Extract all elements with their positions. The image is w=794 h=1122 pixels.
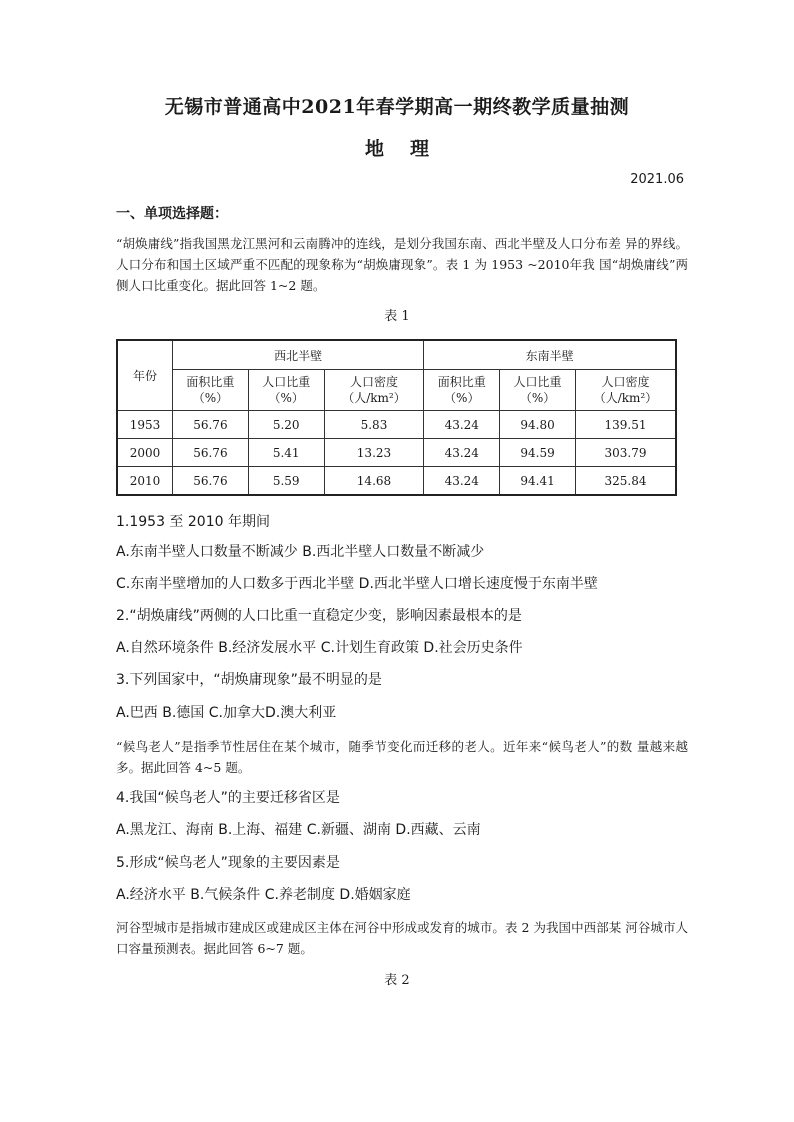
table-cell: 5.59: [248, 467, 324, 496]
table1-caption: 表 1: [384, 309, 410, 324]
table-cell: 303.79: [575, 439, 676, 467]
col-header: 人口比重 （%）: [500, 370, 576, 411]
table-cell: 2000: [117, 439, 173, 467]
table-cell: 2010: [117, 467, 173, 496]
question-1-options-cd: C.东南半壁增加的人口数多于西北半壁 D.西北半壁人口增长速度慢于东南半壁: [116, 576, 598, 592]
exam-title: 无锡市普通高中2021年春学期高一期终教学质量抽测: [164, 96, 630, 118]
table-cell: 56.76: [173, 411, 249, 439]
col-header: 面积比重 （%）: [173, 370, 249, 411]
question-5: 5.形成“候鸟老人”现象的主要因素是: [116, 855, 340, 871]
northwest-header: 西北半壁: [173, 340, 424, 370]
col-header: 人口密度 （人/km²）: [575, 370, 676, 411]
table-cell: 5.20: [248, 411, 324, 439]
table-cell: 5.83: [324, 411, 424, 439]
table-cell: 43.24: [424, 439, 500, 467]
question-1: 1.1953 至 2010 年期间: [116, 514, 270, 530]
passage-hu-line: “胡焕庸线”指我国黑龙江黑河和云南腾冲的连线，是划分我国东南、西北半壁及人口分布差 异的界线。人口分布和国土区域严重不匹配的现象称为“胡焕庸现象”。表 1 为 1953 ~2010年我 国“胡焕庸线”两侧人口比重变化。据此回答 1~2 题。: [116, 236, 688, 293]
table-cell: 94.59: [500, 439, 576, 467]
table-cell: 139.51: [575, 411, 676, 439]
col-header: 人口比重 （%）: [248, 370, 324, 411]
table2-caption: 表 2: [384, 973, 410, 988]
question-5-options: A.经济水平 B.气候条件 C.养老制度 D.婚姻家庭: [116, 887, 411, 903]
col-header: 人口密度 （人/km²）: [324, 370, 424, 411]
table-cell: 56.76: [173, 439, 249, 467]
year-header: 年份: [117, 340, 173, 411]
table-row: [117, 439, 676, 467]
population-table: [116, 339, 677, 496]
passage-migratory-elderly: “候鸟老人”是指季节性居住在某个城市，随季节变化而迁移的老人。近年来“候鸟老人”的数 量越来越多。据此回答 4~5 题。: [116, 739, 688, 775]
question-2-options: A.自然环境条件 B.经济发展水平 C.计划生育政策 D.社会历史条件: [116, 640, 523, 656]
subject-title: 地理: [364, 138, 455, 160]
question-4-options: A.黑龙江、海南 B.上海、福建 C.新疆、湖南 D.西藏、云南: [116, 822, 481, 838]
question-3-options: A.巴西 B.德国 C.加拿大D.澳大利亚: [116, 705, 337, 721]
table-cell: 94.41: [500, 467, 576, 496]
section-heading: 一、单项选择题：: [116, 206, 228, 222]
question-1-options-ab: A.东南半壁人口数量不断减少 B.西北半壁人口数量不断减少: [116, 544, 485, 560]
table-row: [117, 467, 676, 496]
table-cell: 5.41: [248, 439, 324, 467]
table-cell: 325.84: [575, 467, 676, 496]
question-4: 4.我国“候鸟老人”的主要迁移省区是: [116, 790, 340, 806]
table-subheader-row: [117, 370, 676, 411]
table-cell: 56.76: [173, 467, 249, 496]
question-3: 3.下列国家中，“胡焕庸现象”最不明显的是: [116, 672, 382, 688]
exam-date: 2021.06: [630, 172, 684, 187]
table-cell: 43.24: [424, 411, 500, 439]
table-header-row: [117, 340, 676, 370]
table-cell: 14.68: [324, 467, 424, 496]
table-cell: 13.23: [324, 439, 424, 467]
table-row: [117, 411, 676, 439]
table-cell: 1953: [117, 411, 173, 439]
col-header: 面积比重 （%）: [424, 370, 500, 411]
passage-valley-city: 河谷型城市是指城市建成区或建成区主体在河谷中形成或发育的城市。表 2 为我国中西部某 河谷城市人口容量预测表。据此回答 6~7 题。: [116, 920, 688, 956]
southeast-header: 东南半壁: [424, 340, 676, 370]
question-2: 2.“胡焕庸线”两侧的人口比重一直稳定少变，影响因素最根本的是: [116, 608, 522, 624]
table-cell: 94.80: [500, 411, 576, 439]
table-cell: 43.24: [424, 467, 500, 496]
